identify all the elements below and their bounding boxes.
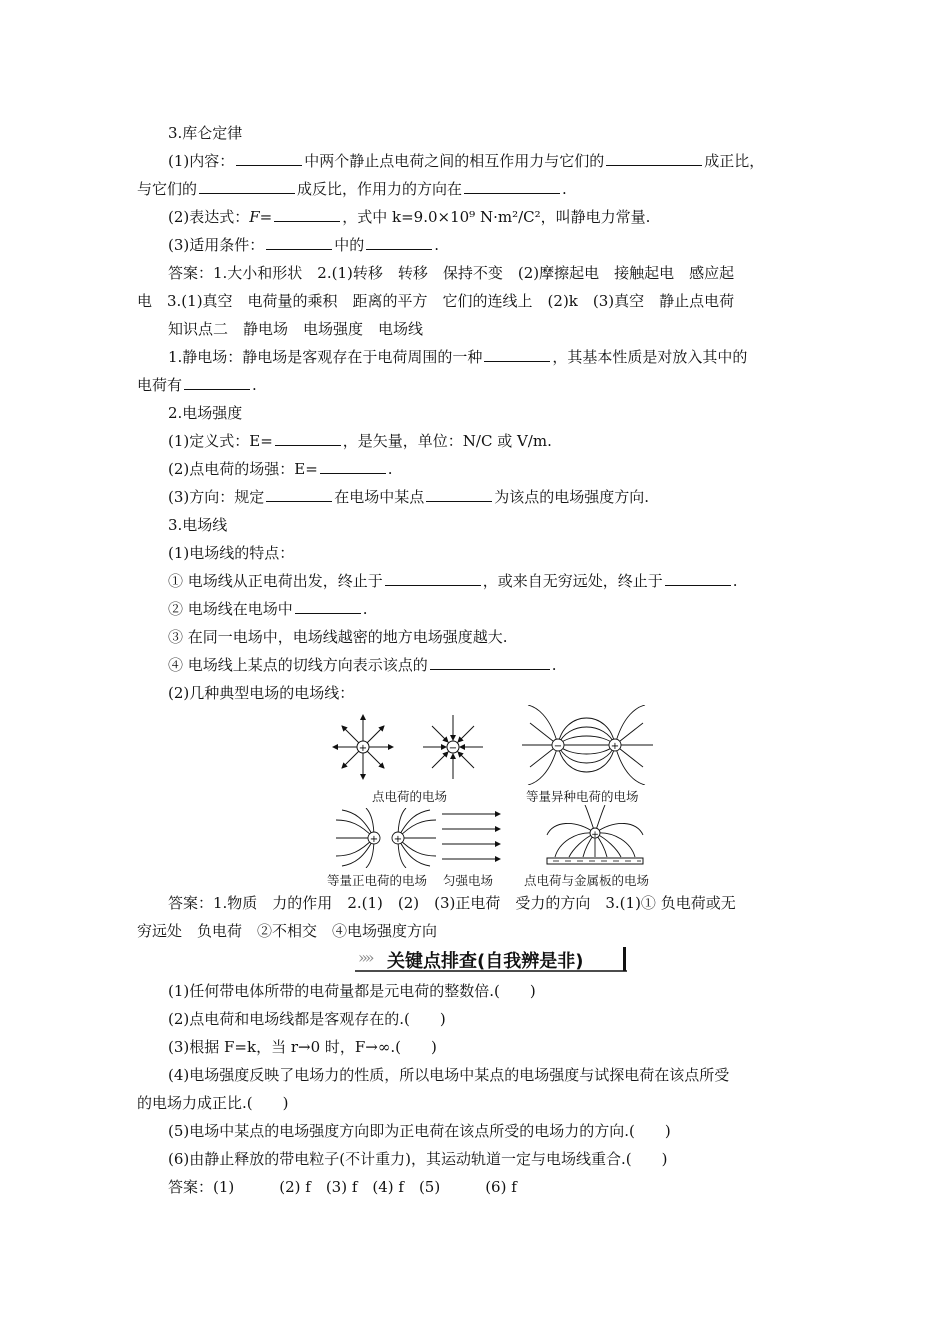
coulomb-condition-line: (3)适用条件： 中的 .: [168, 236, 440, 254]
point-charge-field-line: (2)点电荷的场强：E= .: [168, 460, 393, 478]
fill-blank[interactable]: [199, 179, 295, 194]
fill-blank[interactable]: [266, 487, 332, 502]
chevrons-icon: »»: [358, 948, 372, 967]
answer-line: 穷远处 负电荷 ②不相交 ④电场强度方向: [137, 922, 438, 940]
typical-fields-title: (2)几种典型电场的电场线：: [168, 684, 355, 702]
plus-sign: +: [369, 834, 379, 845]
feature-item-2: ② 电场线在电场中 .: [168, 600, 368, 618]
fill-blank[interactable]: [484, 347, 550, 362]
fill-blank[interactable]: [266, 235, 332, 250]
static-field-line: 1.静电场：静电场是客观存在于电荷周围的一种 ，其基本性质是对放入其中的: [168, 348, 748, 366]
fill-blank[interactable]: [236, 151, 302, 166]
definition-line: (1)定义式：E= ，是矢量，单位：N/C 或 V/m.: [168, 432, 552, 450]
fill-blank[interactable]: [184, 375, 250, 390]
quiz-item-4-cont: 的电场力成正比.( ): [137, 1094, 289, 1112]
fill-blank[interactable]: [464, 179, 560, 194]
quiz-item-6: (6)由静止释放的带电粒子(不计重力)，其运动轨道一定与电场线重合.( ): [168, 1150, 668, 1168]
coulomb-content-line: (1)内容： 中两个静止点电荷之间的相互作用力与它们的 成正比，: [168, 152, 765, 170]
fill-blank[interactable]: [295, 599, 361, 614]
answer-line: 答案：1.物质 力的作用 2.(1) (2) (3)正电荷 受力的方向 3.(1)① 负电荷或无: [168, 894, 736, 912]
fill-blank[interactable]: [606, 151, 702, 166]
equal-positive-charges-field-diagram: [336, 808, 436, 868]
field-lines-title: 3.电场线: [168, 516, 228, 534]
minus-sign: −: [448, 743, 458, 754]
coulomb-content-line2: 与它们的 成反比，作用力的方向在 .: [137, 180, 567, 198]
caption-point-charge: 点电荷的电场: [372, 789, 448, 804]
fill-blank[interactable]: [320, 459, 386, 474]
plus-sign: +: [591, 830, 599, 840]
fill-blank[interactable]: [665, 571, 731, 586]
banner-title: 关键点排查(自我辨是非): [387, 951, 584, 972]
point-charge-field-diagram: [330, 712, 495, 782]
quiz-item-1: (1)任何带电体所带的电荷量都是元电荷的整数倍.( ): [168, 982, 536, 1000]
field-strength-title: 2.电场强度: [168, 404, 243, 422]
direction-line: (3)方向：规定 在电场中某点 为该点的电场强度方向.: [168, 488, 650, 506]
coulomb-expression-line: (2)表达式：F= ，式中 k=9.0×10⁹ N·m²/C²，叫静电力常量.: [168, 208, 651, 226]
fill-blank[interactable]: [426, 487, 492, 502]
caption-uniform-field: 匀强电场: [443, 873, 494, 888]
quiz-item-5: (5)电场中某点的电场强度方向即为正电荷在该点所受的电场力的方向.( ): [168, 1122, 671, 1140]
section-coulomb-title: 3.库仑定律: [168, 124, 243, 142]
quiz-answers: 答案：(1) (2) f (3) f (4) f (5) (6) f: [168, 1178, 517, 1196]
fill-blank[interactable]: [385, 571, 481, 586]
quiz-item-3: (3)根据 F=k，当 r→0 时，F→∞.( ): [168, 1038, 437, 1056]
quiz-item-4: (4)电场强度反映了电场力的性质，所以电场中某点的电场强度与试探电荷在该点所受: [168, 1066, 730, 1084]
fill-blank[interactable]: [430, 655, 550, 670]
feature-item-1: ① 电场线从正电荷出发，终止于 ，或来自无穷远处，终止于 .: [168, 572, 738, 590]
field-lines-features: (1)电场线的特点：: [168, 544, 295, 562]
feature-item-3: ③ 在同一电场中，电场线越密的地方电场强度越大.: [168, 628, 508, 646]
minus-sign: −: [553, 741, 563, 752]
fill-blank[interactable]: [275, 431, 341, 446]
opposite-charges-field-diagram: [520, 705, 655, 785]
uniform-field-diagram: [440, 808, 505, 866]
quiz-item-2: (2)点电荷和电场线都是客观存在的.( ): [168, 1010, 446, 1028]
answer-line: 答案：1.大小和形状 2.(1)转移 转移 保持不变 (2)摩擦起电 接触起电 感应起: [168, 264, 735, 282]
static-field-line2: 电荷有 .: [137, 376, 257, 394]
fill-blank[interactable]: [274, 207, 340, 222]
caption-opposite-charges: 等量异种电荷的电场: [526, 789, 639, 804]
knowledge-point-heading: 知识点二 静电场 电场强度 电场线: [168, 320, 424, 338]
feature-item-4: ④ 电场线上某点的切线方向表示该点的 .: [168, 656, 557, 674]
caption-equal-positive: 等量正电荷的电场: [327, 873, 428, 888]
caption-charge-plate: 点电荷与金属板的电场: [524, 873, 650, 888]
plus-sign: +: [393, 834, 403, 845]
plus-sign: +: [610, 741, 620, 752]
fill-blank[interactable]: [366, 235, 432, 250]
charge-plate-field-diagram: [545, 805, 645, 868]
answer-line: 电 3.(1)真空 电荷量的乘积 距离的平方 它们的连线上 (2)k (3)真空 静止点电荷: [137, 292, 735, 310]
plus-sign: +: [358, 743, 368, 754]
